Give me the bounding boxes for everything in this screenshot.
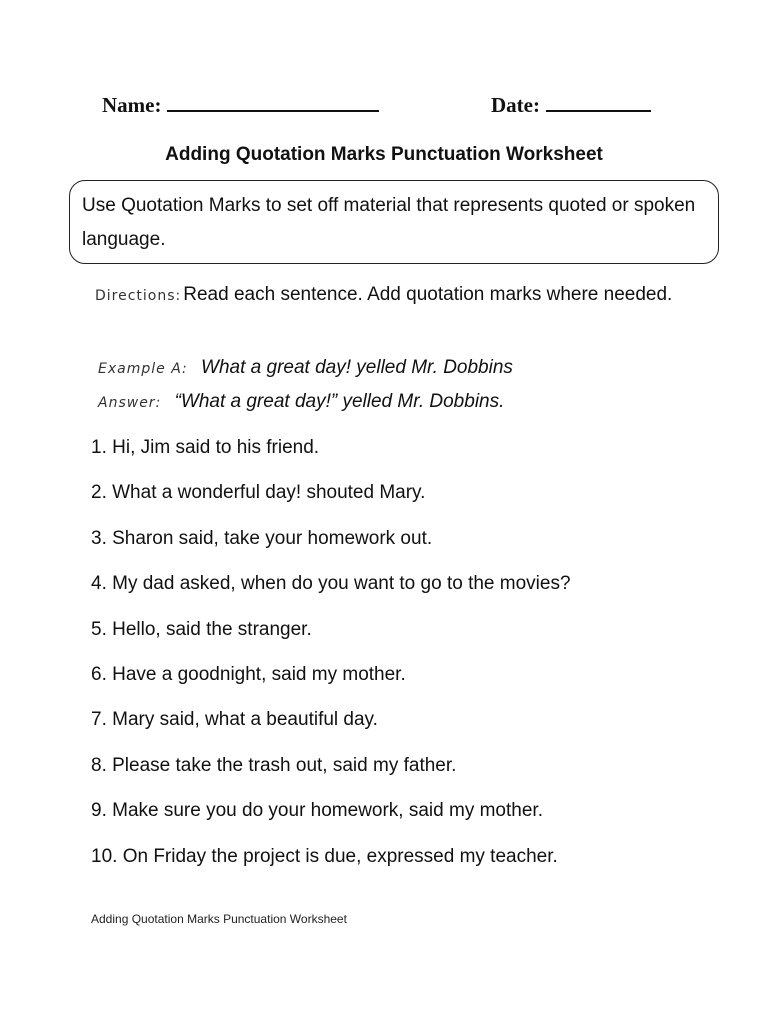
date-field <box>491 92 651 118</box>
answer-text: “What a great day!” yelled Mr. Dobbins. <box>174 391 505 412</box>
name-blank-line <box>167 92 379 112</box>
question-item: 6. Have a goodnight, said my mother. <box>91 664 406 685</box>
name-label: Name: <box>102 93 162 117</box>
question-item: 3. Sharon said, take your homework out. <box>91 528 433 549</box>
question-item: 1. Hi, Jim said to his friend. <box>91 437 320 458</box>
directions-label: Directions: <box>95 288 182 304</box>
date-blank-line <box>546 92 651 112</box>
question-item: 2. What a wonderful day! shouted Mary. <box>91 482 426 503</box>
question-item: 5. Hello, said the stranger. <box>91 619 312 640</box>
question-item: 10. On Friday the project is due, expressed my teacher. <box>91 846 558 867</box>
footer-title: Adding Quotation Marks Punctuation Worksheet <box>91 912 347 926</box>
name-field <box>102 92 379 118</box>
question-item: 7. Mary said, what a beautiful day. <box>91 709 378 730</box>
rule-box: Use Quotation Marks to set off material that represents quoted or spoken language. <box>69 180 719 264</box>
answer-label: Answer: <box>98 395 162 411</box>
date-label: Date: <box>491 93 540 117</box>
question-item: 4. My dad asked, when do you want to go to the movies? <box>91 573 571 594</box>
directions <box>91 278 691 313</box>
question-item: 9. Make sure you do your homework, said my mother. <box>91 800 543 821</box>
example-text: What a great day! yelled Mr. Dobbins <box>201 357 513 378</box>
worksheet-title: Adding Quotation Marks Punctuation Worksheet <box>165 144 603 165</box>
example-row <box>98 357 513 379</box>
answer-row <box>98 391 504 413</box>
question-item: 8. Please take the trash out, said my father. <box>91 755 457 776</box>
example-label: Example A: <box>98 361 188 377</box>
directions-text: Read each sentence. Add quotation marks where needed. <box>183 284 673 305</box>
